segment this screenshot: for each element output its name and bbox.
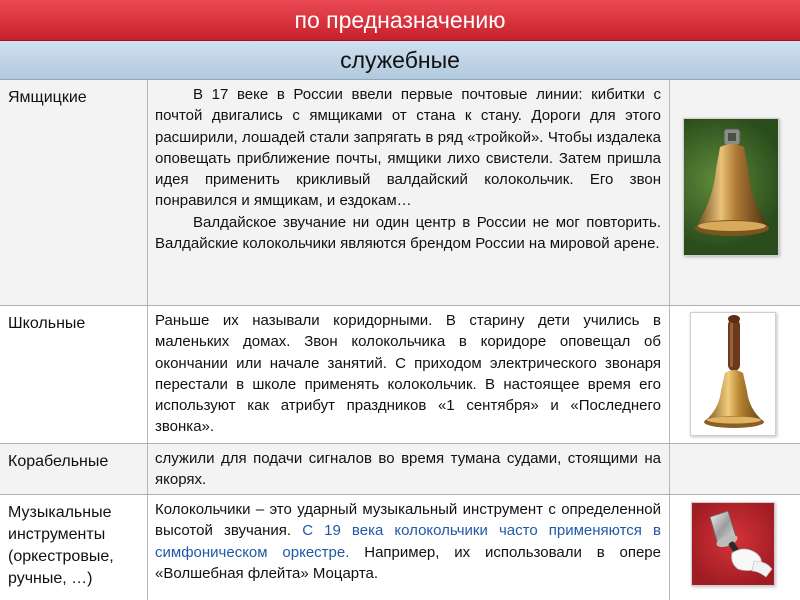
row-image-cell — [670, 444, 800, 494]
description-text: Колокольчики – это ударный музыкальный инструмент с определенной высотой звучания. — [155, 501, 661, 540]
school-hand-bell-icon — [690, 312, 776, 436]
table-row-musical — [0, 495, 800, 600]
row-category-label: Ямщицкие — [0, 80, 148, 305]
description-paragraph: Раньше их называли коридорными. В старину дети учились в маленьких домах. Звон колокольчика в коридоре оповещал об окончании или начале занятий. С приходом электрического звонаря перестали в школе применять колокольчик. В настоящее время его используют как атрибут праздников «1 сентября» и «Последнего звонка». — [155, 312, 661, 436]
row-image-cell — [670, 306, 800, 443]
row-category-label: Школьные — [0, 306, 148, 443]
row-category-label: Музыкальные инструменты (оркестровые, ручные, …) — [0, 495, 148, 600]
description-highlight: С 19 века колокольчики часто применяются в симфоническом оркестре. — [155, 522, 661, 561]
description-paragraph: В 17 веке в России ввели первые почтовые линии: кибитки с почтой двигались с ямщиками от стана к стану. Дороги для этого расширили, лошадей стали запрягать в ряд «тройкой». Чтобы издалека оповещать приближение почты, ямщики лихо свистели. Затем пришла идея применить крикливый валдайский колокольчик. Его звон понравился и ямщикам, и ездокам… — [155, 86, 661, 210]
row-category-label: Корабельные — [0, 444, 148, 494]
description-paragraph: служили для подачи сигналов во время тумана судами, стоящими на якорях. — [155, 450, 661, 489]
subheader-title: служебные — [0, 41, 800, 80]
table-row-yamshchik — [0, 80, 800, 305]
table-row-ship — [0, 444, 800, 494]
row-image-cell — [670, 80, 800, 305]
row-image-cell — [670, 495, 800, 600]
brass-bell-icon — [683, 118, 779, 256]
row-description — [148, 306, 670, 443]
row-description — [148, 444, 670, 494]
description-paragraph: Валдайское звучание ни один центр в России не мог повторить. Валдайские колокольчики являются брендом России на мировой арене. — [155, 213, 661, 253]
row-description — [148, 80, 670, 305]
description-text: Например, их использовали в опере «Волшебная флейта» Моцарта. — [155, 543, 661, 582]
handbell-gloved-hand-icon — [691, 502, 775, 586]
table-row-school — [0, 306, 800, 443]
description-paragraph — [155, 499, 661, 584]
row-description — [148, 495, 670, 600]
header-title: по предназначению — [0, 0, 800, 41]
